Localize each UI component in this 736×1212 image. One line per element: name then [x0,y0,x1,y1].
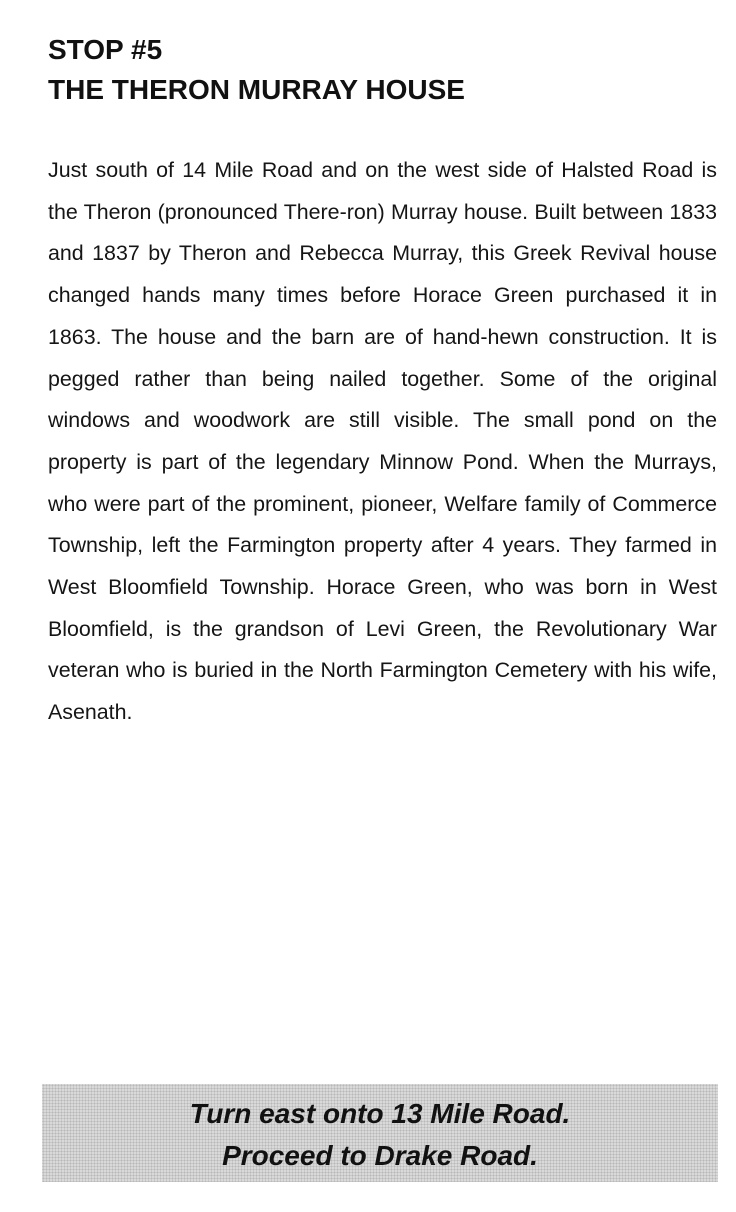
directions-callout [42,1084,718,1182]
body-paragraph: Just south of 14 Mile Road and on the west side of Halsted Road is the Theron (pronounced There-ron) Murray house. Built between 1833 and 1837 by Theron and Rebecca Murray, this Greek Revival house changed hands many times before Horace Green purchased it in 1863. The house and the barn are of hand-hewn construction. It is pegged rather than being nailed together. Some of the original windows and woodwork are still visible. The small pond on the property is part of the legendary Minnow Pond. When the Murrays, who were part of the prominent, pioneer, Welfare family of Commerce Township, left the Farmington property after 4 years. They farmed in West Bloomfield Township. Horace Green, who was born in West Bloomfield, is the grandson of Levi Green, the Revolutionary War veteran who is buried in the North Farmington Cemetery with his wife, Asenath. [48,158,717,725]
directions-line-1: Turn east onto 13 Mile Road. [189,1098,571,1129]
stop-heading [48,30,708,110]
page-title: THE THERON MURRAY HOUSE [48,74,465,105]
directions-line-2: Proceed to Drake Road. [222,1140,538,1171]
stop-number: STOP #5 [48,34,163,65]
